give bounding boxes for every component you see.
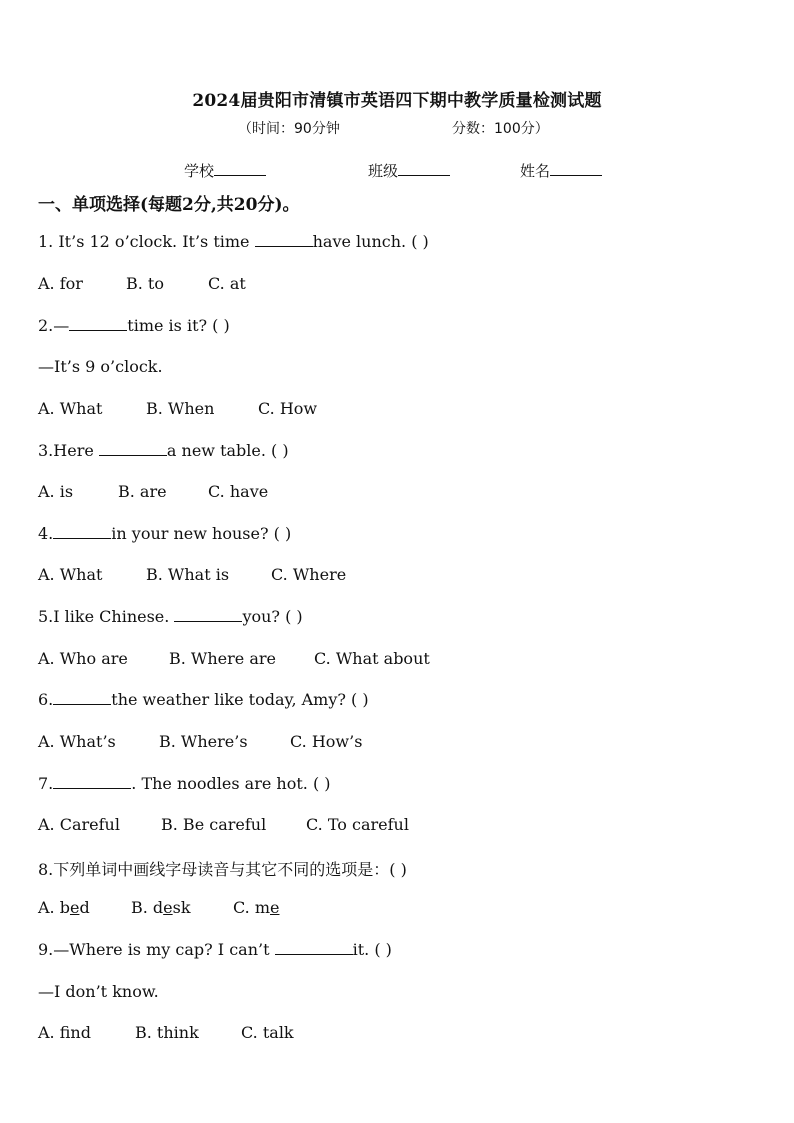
question-3: 3.Here a new table. ( ) [38,441,289,460]
answer-blank[interactable] [53,524,111,539]
question-9-options [38,1023,294,1042]
class-field [368,160,450,181]
option-a[interactable]: A. What [38,565,103,584]
class-blank[interactable] [398,163,450,176]
exam-title: 2024届贵阳市清镇市英语四下期中教学质量检测试题 [192,91,602,111]
option-b[interactable]: B. desk [131,898,191,917]
question-1-options [38,274,246,293]
question-6: 6. the weather like today, Amy? ( ) [38,690,369,709]
option-b[interactable]: B. What is [146,565,230,584]
option-c[interactable]: C. What about [314,649,430,668]
question-7: 7. . The noodles are hot. ( ) [38,774,331,793]
school-field [184,160,266,181]
section-title: 一、单项选择(每题2分,共20分)。 [38,195,300,215]
name-field [520,160,602,181]
option-b[interactable]: B. are [118,482,167,501]
question-2-options [38,399,317,418]
option-a[interactable]: A. What’s [38,732,116,751]
option-c[interactable]: C. How’s [290,732,363,751]
question-5: 5.I like Chinese. you? ( ) [38,607,303,626]
class-label: 班级 [368,162,399,180]
school-label: 学校 [184,162,215,180]
name-blank[interactable] [550,163,602,176]
option-c[interactable]: C. Where [271,565,347,584]
option-a[interactable]: A. What [38,399,103,418]
option-c[interactable]: C. me [233,898,280,917]
question-3-options [38,482,268,501]
option-b[interactable]: B. Be careful [161,815,267,834]
underlined-letter: e [270,898,280,917]
school-blank[interactable] [214,163,266,176]
option-c[interactable]: C. How [258,399,318,418]
question-8-options [38,898,279,917]
answer-blank[interactable] [69,316,127,331]
option-a[interactable]: A. for [38,274,83,293]
exam-score: 分数：100分） [452,121,549,137]
option-b[interactable]: B. Where are [169,649,277,668]
option-a[interactable]: A. Who are [38,649,128,668]
question-8: 8.下列单词中画线字母读音与其它不同的选项是：( ) [38,860,407,879]
answer-blank[interactable] [99,441,167,456]
option-b[interactable]: B. to [126,274,164,293]
answer-blank[interactable] [255,232,313,247]
question-2: 2.— time is it? ( ) [38,316,230,335]
question-7-options [38,815,409,834]
answer-blank[interactable] [53,690,111,705]
underlined-letter: e [69,898,80,917]
question-6-options [38,732,362,751]
option-a[interactable]: A. bed [38,898,90,917]
option-c[interactable]: C. have [208,482,269,501]
option-b[interactable]: B. Where’s [159,732,248,751]
underlined-letter: e [163,898,173,917]
option-c[interactable]: C. at [208,274,246,293]
option-b[interactable]: B. When [146,399,215,418]
option-a[interactable]: A. is [38,482,74,501]
question-4-options [38,565,346,584]
question-9-dialogue: —I don’t know. [38,982,159,1001]
question-2-dialogue: —It’s 9 o’clock. [38,357,163,376]
option-a[interactable]: A. find [38,1023,91,1042]
answer-blank[interactable] [275,940,353,955]
option-c[interactable]: C. talk [241,1023,294,1042]
question-1: 1. It’s 12 o’clock. It’s time have lunch. ( ) [38,232,429,251]
option-b[interactable]: B. think [135,1023,199,1042]
answer-blank[interactable] [53,774,131,789]
name-label: 姓名 [520,162,551,180]
question-5-options [38,649,430,668]
answer-blank[interactable] [174,607,242,622]
question-4: 4. in your new house? ( ) [38,524,292,543]
option-a[interactable]: A. Careful [38,815,120,834]
question-9: 9.—Where is my cap? I can’t it. ( ) [38,940,392,959]
exam-time: （时间：90分钟 [238,121,340,137]
option-c[interactable]: C. To careful [306,815,409,834]
